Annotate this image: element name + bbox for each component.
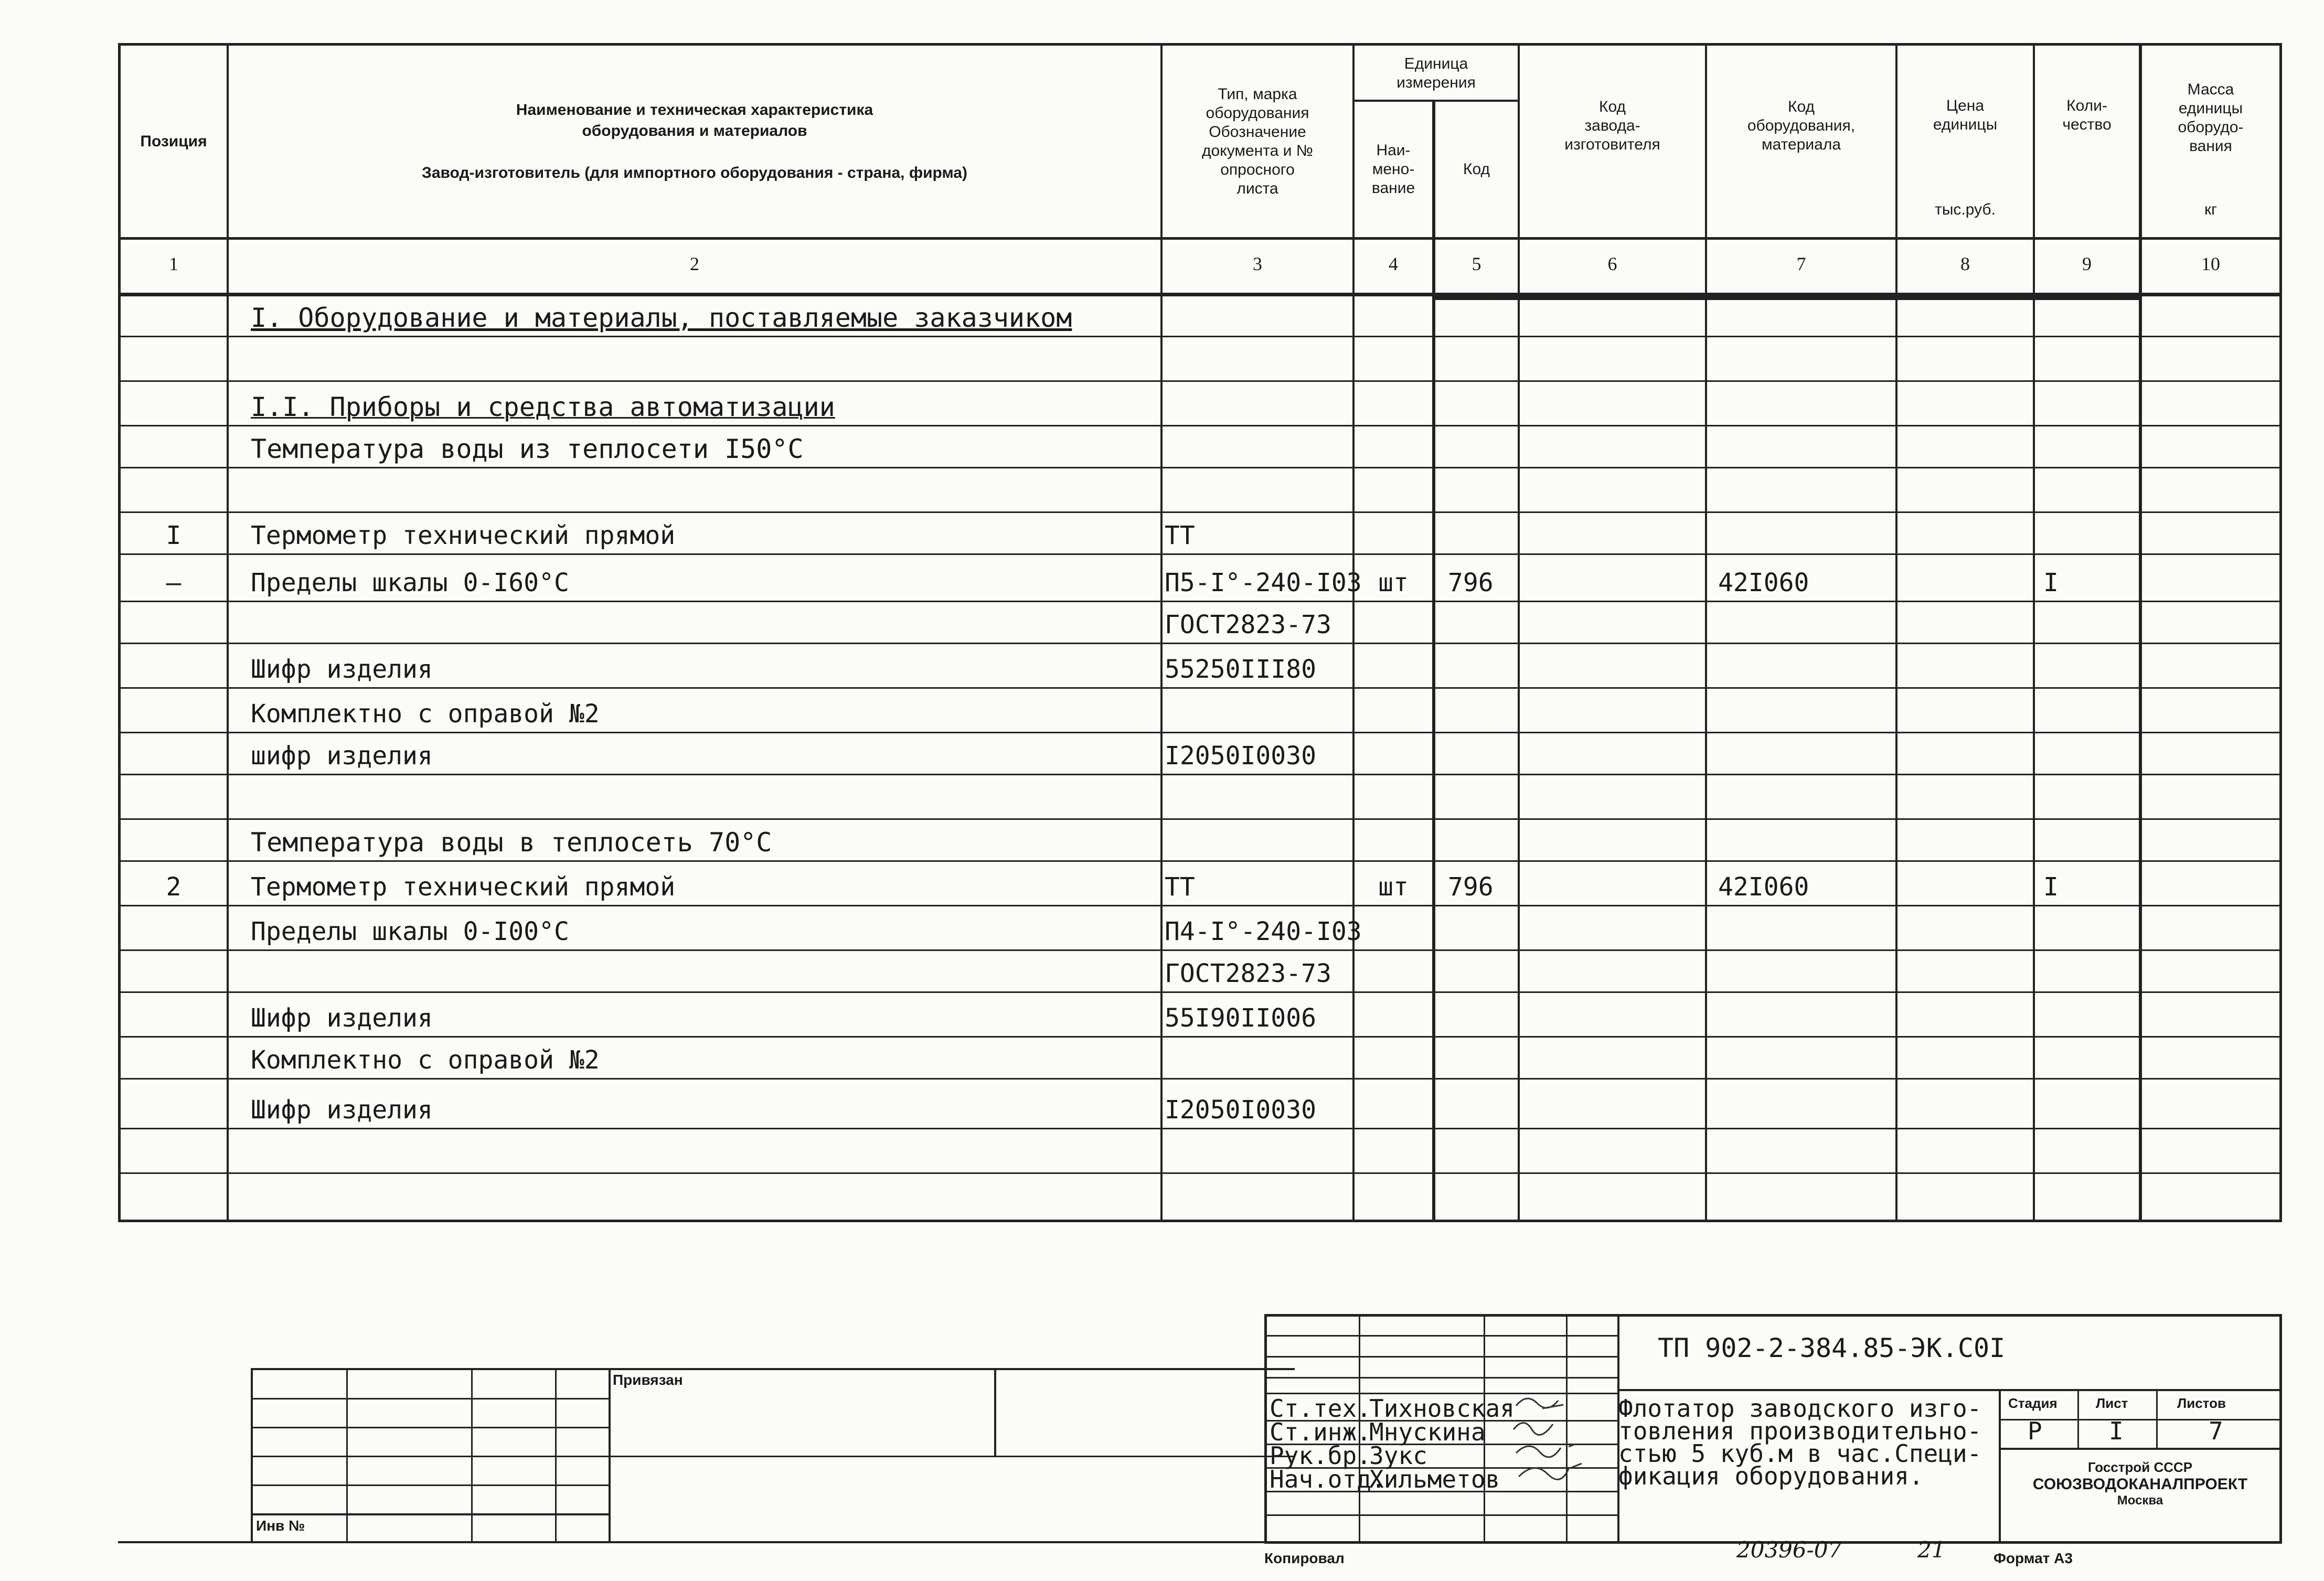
cell-name: Шифр изделия: [251, 655, 433, 684]
row-divider: [118, 991, 2282, 993]
cell-name: Шифр изделия: [251, 1095, 433, 1125]
column-number: 8: [1960, 253, 1970, 274]
row-divider: [118, 425, 2282, 426]
row-divider: [118, 1078, 2282, 1080]
header-position: Позиция: [140, 132, 207, 150]
header-mass-unit: кг: [2204, 201, 2218, 218]
cell-pos: —: [166, 568, 182, 597]
row-divider: [118, 511, 2282, 513]
cell-type: I2050I0030: [1165, 741, 1316, 771]
description-line: стью 5 куб.м в час.Специ-: [1618, 1439, 1982, 1468]
header-unit-group: Единица измерения: [1396, 55, 1476, 91]
organization: Госстрой СССР СОЮЗВОДОКАНАЛПРОЕКТ Москва: [2032, 1459, 2248, 1508]
inv-no-label: Инв №: [256, 1518, 305, 1534]
cell-name: Шифр изделия: [251, 1003, 433, 1033]
cell-code: 796: [1448, 872, 1494, 902]
cell-code: 796: [1448, 568, 1494, 597]
signature-scribbles: [1511, 1390, 1616, 1495]
column-number: 9: [2082, 253, 2092, 274]
signer-name: Тихновская: [1369, 1394, 1515, 1423]
cell-qty: I: [2043, 872, 2059, 902]
archive-sheet: 21: [1917, 1537, 1946, 1563]
cell-equip: 42I060: [1718, 568, 1809, 597]
column-number: 7: [1796, 253, 1806, 274]
sheet-label: Лист: [2096, 1395, 2128, 1411]
cell-pos: 2: [166, 872, 182, 902]
cell-name: I. Оборудование и материалы, поставляемые заказчиком: [251, 303, 1072, 333]
signer-role: Нач.отд.: [1270, 1465, 1386, 1493]
format-label: Формат А3: [1993, 1550, 2073, 1566]
sheets-value: 7: [2209, 1417, 2223, 1445]
header-price: Цена единицы: [1933, 97, 1998, 133]
cell-name: Комплектно с оправой №2: [251, 1045, 600, 1075]
row-divider: [118, 380, 2282, 382]
cell-type: 55I90II006: [1165, 1003, 1316, 1033]
signer-role: Ст.инж.: [1270, 1418, 1371, 1446]
cell-name: Пределы шкалы 0-I00°С: [251, 917, 569, 946]
cell-unit: шт: [1378, 872, 1409, 902]
row-divider: [118, 1172, 2282, 1174]
copied-label: Копировал: [1264, 1550, 1345, 1566]
cell-name: Термометр технический прямой: [251, 872, 676, 902]
row-divider: [118, 774, 2282, 775]
header-mass: Масса единицы оборудо- вания: [2178, 81, 2244, 155]
row-divider: [118, 553, 2282, 555]
document-code: ТП 902-2-384.85-ЭК.С0I: [1658, 1333, 2006, 1363]
row-divider: [118, 1128, 2282, 1129]
header-equipment-code: Код оборудования, материала: [1747, 98, 1856, 153]
cell-name: Пределы шкалы 0-I60°С: [251, 568, 569, 597]
cell-type: ГОСТ2823-73: [1165, 610, 1331, 639]
row-divider: [118, 949, 2282, 951]
header-quantity: Коли- чество: [2062, 97, 2112, 133]
row-divider: [118, 1036, 2282, 1038]
column-number: 1: [169, 253, 178, 274]
row-divider: [118, 905, 2282, 906]
cell-type: П5-I°-240-I03: [1165, 568, 1362, 597]
signer-name: Хильметов: [1369, 1465, 1500, 1493]
row-divider: [118, 687, 2282, 689]
cell-name: I.I. Приборы и средства автоматизации: [251, 392, 835, 422]
cell-type: ГОСТ2823-73: [1165, 959, 1331, 988]
cell-type: 55250III80: [1165, 655, 1316, 684]
cell-name: Комплектно с оправой №2: [251, 699, 600, 729]
header-type: Тип, марка оборудования Обозначение документа и № опросного листа: [1202, 86, 1313, 197]
row-divider: [118, 643, 2282, 644]
row-divider: [118, 732, 2282, 733]
signer-role: Ст.тех.: [1270, 1394, 1371, 1423]
cell-name: Температура воды из теплосети I50°С: [251, 434, 804, 464]
cell-name: Термометр технический прямой: [251, 521, 676, 550]
cell-name: шифр изделия: [251, 741, 433, 771]
cell-pos: I: [166, 521, 182, 550]
header-unit-name: Наи- мено- вание: [1371, 142, 1415, 197]
stage-value: Р: [2028, 1417, 2042, 1445]
header-factory-code: Код завода- изготовителя: [1564, 98, 1660, 153]
row-divider: [118, 860, 2282, 862]
sheet-value: I: [2109, 1417, 2124, 1445]
signer-name: Мнускина: [1369, 1418, 1486, 1446]
signer-name: Зукс: [1369, 1441, 1427, 1470]
cell-unit: шт: [1378, 568, 1409, 597]
description-line: фикация оборудования.: [1618, 1462, 1924, 1490]
column-number: 3: [1253, 253, 1262, 274]
cell-type: ТТ: [1165, 521, 1195, 550]
column-number: 6: [1607, 253, 1617, 274]
cell-type: I2050I0030: [1165, 1095, 1316, 1125]
header-price-unit: тыс.руб.: [1935, 201, 1996, 218]
archive-number: 20396-07: [1736, 1537, 1842, 1563]
privyazan-label: Привязан: [613, 1372, 683, 1388]
description-line: Флотатор заводского изго-: [1618, 1394, 1982, 1423]
cell-name: Температура воды в теплосеть 70°С: [251, 827, 772, 858]
row-divider: [118, 467, 2282, 468]
row-divider: [118, 818, 2282, 820]
cell-equip: 42I060: [1718, 872, 1809, 902]
header-unit-code: Код: [1463, 161, 1490, 178]
cell-type: ТТ: [1165, 872, 1195, 902]
row-divider: [118, 601, 2282, 602]
column-number: 10: [2201, 253, 2220, 274]
column-number: 2: [690, 253, 699, 274]
cell-qty: I: [2043, 568, 2059, 597]
stage-label: Стадия: [2008, 1395, 2058, 1411]
column-number: 4: [1389, 253, 1398, 274]
header-name: Наименование и техническая характеристика оборудования и материалов Завод-изготовитель (для импортного оборудования - страна, фирма): [422, 101, 967, 181]
description-line: товления производительно-: [1618, 1417, 1982, 1445]
cell-type: П4-I°-240-I03: [1165, 917, 1362, 946]
row-divider: [118, 336, 2282, 337]
sheets-label: Листов: [2177, 1395, 2226, 1411]
signer-role: Рук.бр.: [1270, 1441, 1371, 1470]
column-number: 5: [1472, 253, 1481, 274]
